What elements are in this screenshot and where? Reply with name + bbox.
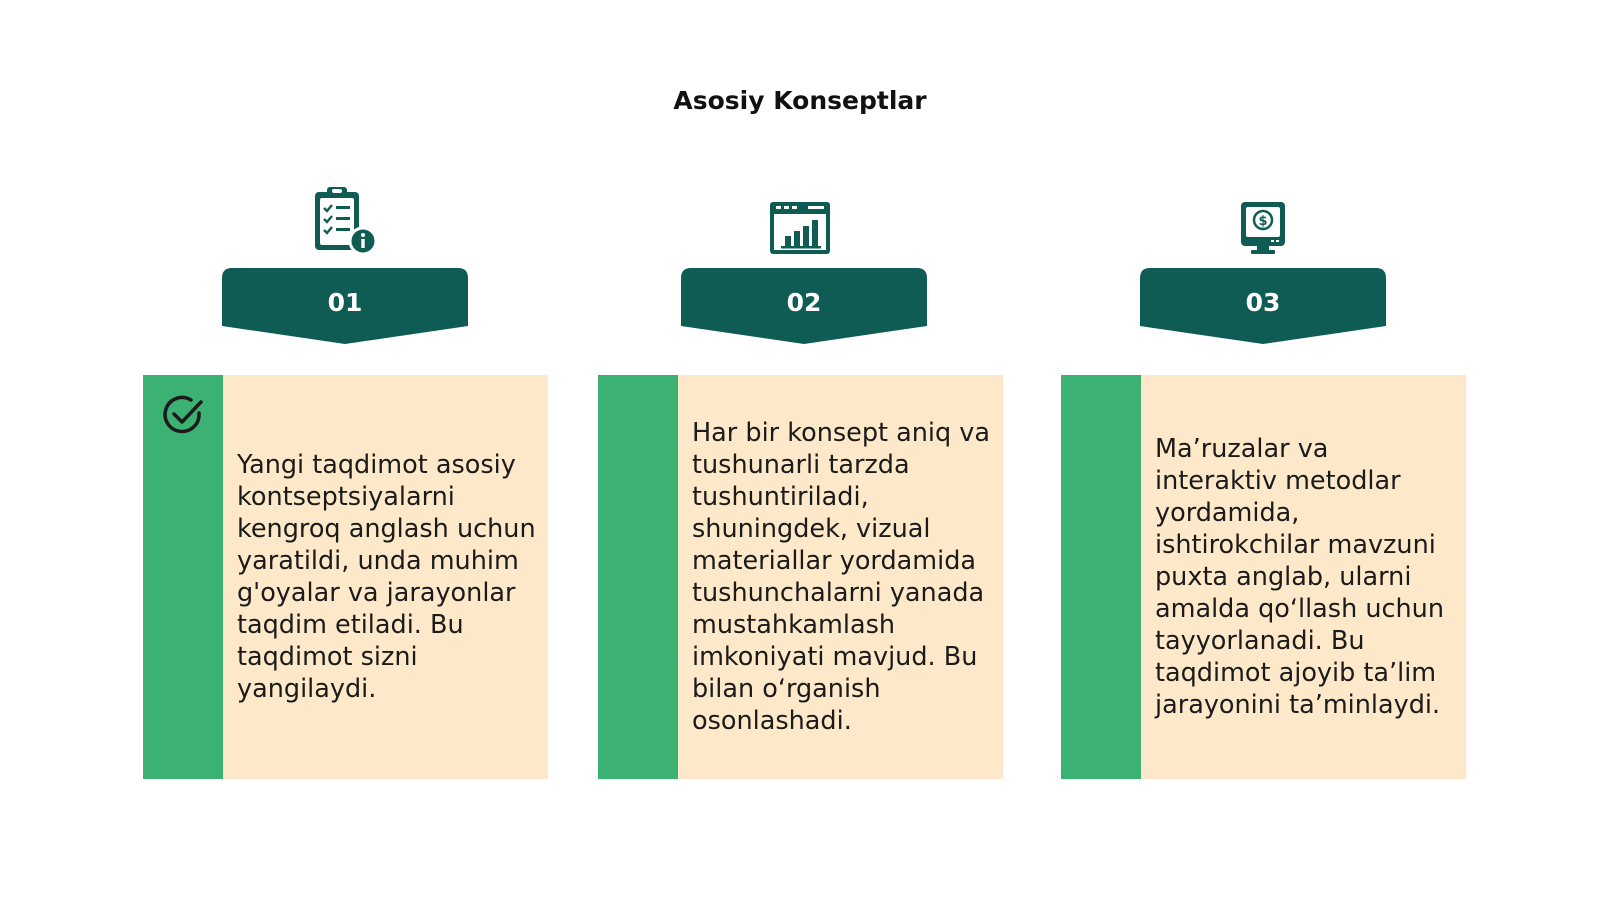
- card-text: Har bir konsept aniq va tushunarli tarzda tushuntiriladi, shuningdek, vizual materiallar yordamida tushunchalarni yanada mustahkamlash imkoniyati mavjud. Bu bilan oʻrganish osonlashadi.: [692, 418, 991, 736]
- step-number: 03: [1245, 288, 1281, 317]
- concept-card-02: [598, 375, 1003, 779]
- step-number: 01: [327, 288, 363, 317]
- page-title: Asosiy Konseptlar: [673, 86, 927, 115]
- card-stripe: [143, 375, 223, 779]
- card-body: [678, 375, 1003, 779]
- step-badge-03: [1140, 268, 1386, 348]
- card-body: [223, 375, 548, 779]
- step-badge-01: [222, 268, 468, 348]
- concept-card-01: [143, 375, 548, 779]
- step-number: 02: [786, 288, 822, 317]
- card-text: Yangi taqdimot asosiy kontseptsiyalarni kengroq anglash uchun yaratildi, unda muhim g'oyalar va jarayonlar taqdim etiladi. Bu taqdimot sizni yangilaydi.: [237, 450, 536, 704]
- card-text: Maʼruzalar va interaktiv metodlar yordamida, ishtirokchilar mavzuni puxta anglab, ularni amalda qoʻllash uchun tayyorlanadi. Bu taqdimot ajoyib taʼlim jarayonini taʼminlaydi.: [1155, 434, 1445, 720]
- check-circle-icon: [161, 393, 205, 441]
- svg-text:$: $: [1258, 214, 1268, 229]
- card-stripe: [1061, 375, 1141, 779]
- card-body: [1141, 375, 1466, 779]
- monitor-dollar-icon: [1237, 200, 1289, 260]
- clipboard-checklist-info-icon: [312, 186, 378, 260]
- bar-chart-window-icon: [768, 200, 832, 260]
- concept-card-03: [1061, 375, 1466, 779]
- card-stripe: [598, 375, 678, 779]
- step-badge-02: [681, 268, 927, 348]
